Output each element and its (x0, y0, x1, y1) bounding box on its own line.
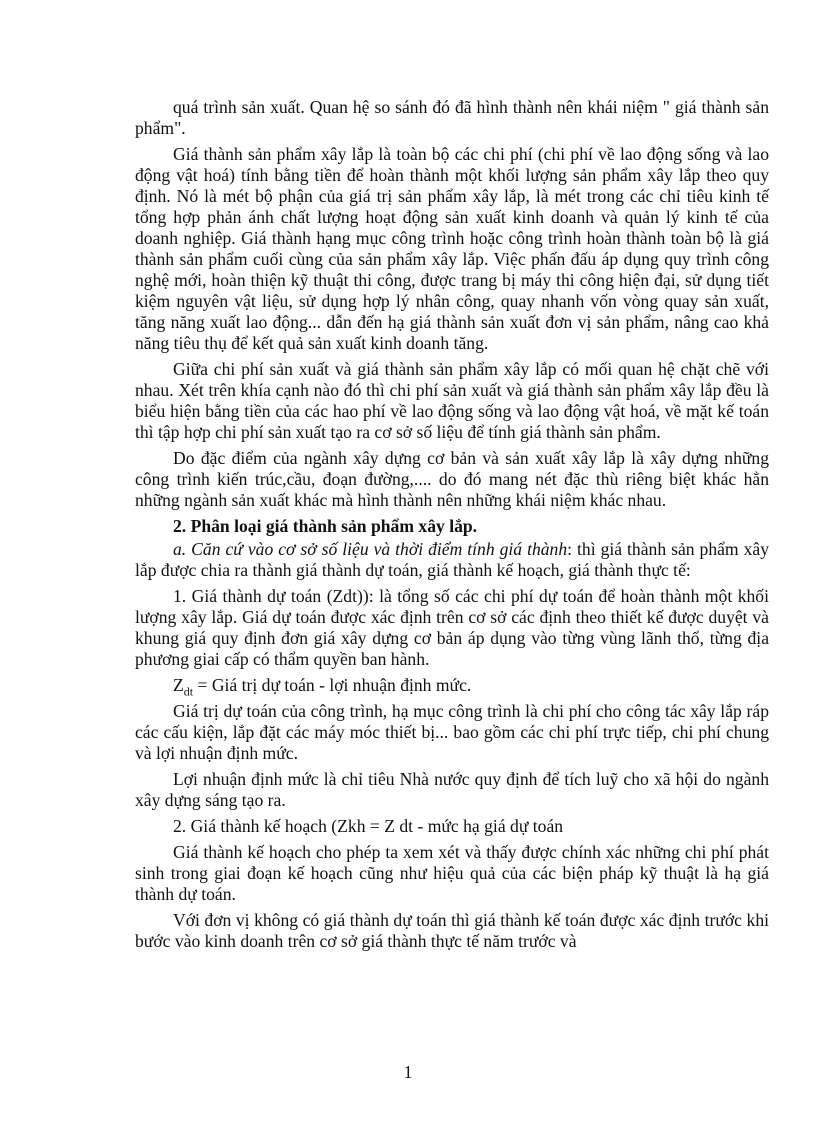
section-heading: 2. Phân loại giá thành sản phẩm xây lắp. (173, 516, 478, 536)
paragraph-estimate-value: Giá trị dự toán của công trình, hạ mục công trình là chi phí cho công tác xây lắp ráp các cấu kiện, lắp đặt các máy móc thiết bị... bao gồm các chi phí trực tiếp, chi phí chung và lợi nhuận định mức. (135, 701, 769, 763)
classification-rest: : thì giá thành sản phẩm xây lắp được chia ra thành giá thành dự toán, giá thành kế hoạch, giá thành thực tế: (135, 539, 769, 580)
paragraph-characteristics: Do đặc điểm của ngành xây dựng cơ bản và sản xuất xây lắp là xây dựng những công trình kiến trúc,cầu, đoạn đường,.... do đó mang nét đặc thù riêng biệt khác hẳn những ngành sản xuất khác mà hình thành nên những khái niệm khác nhau. (135, 448, 769, 510)
paragraph-classification (135, 539, 769, 581)
paragraph-estimate-cost: 1. Giá thành dự toán (Zdt)): là tổng số các chi phí dự toán để hoàn thành một khối lượng xây lắp. Giá dự toán được xác định trên cơ sở các định theo thiết kế được duyệt và khung giá quy định đơn giá xây dựng cơ bản áp dụng vào từng vùng lãnh thổ, từng địa phương giai cấp có thẩm quyền ban hành. (135, 586, 769, 669)
classification-lead: a. Căn cứ vào cơ sở số liệu và thời điểm tính giá thành (173, 539, 568, 559)
formula-zdt (135, 675, 769, 699)
paragraph-definition: Giá thành sản phẩm xây lắp là toàn bộ các chi phí (chi phí về lao động sống và lao động vật hoá) tính bằng tiền để hoàn thành một khối lượng sản phẩm xây lắp theo quy định. Nó là mét bộ phận của giá trị sản phẩm xây lắp, là mét trong các chỉ tiêu kinh tế tổng hợp phản ánh chất lượng hoạt động sản xuất kinh doanh và quản lý kinh tế của doanh nghiệp. Giá thành hạng mục công trình hoặc công trình hoàn thành toàn bộ là giá thành sản phẩm cuối cùng của sản phẩm xây lắp. Việc phấn đấu áp dụng quy trình công nghệ mới, hoàn thiện kỹ thuật thi công, được trang bị máy thi công hiện đại, sử dụng tiết kiệm nguyên vật liệu, sử dụng hợp lý nhân công, quay nhanh vốn vòng quay sản xuất, tăng năng xuất lao động... dẫn đến hạ giá thành sản xuất đơn vị sản phẩm, nâng cao khả năng tiêu thụ để kết quả sản xuất kinh doanh tăng. (135, 144, 769, 353)
paragraph-no-estimate: Với đơn vị không có giá thành dự toán thì giá thành kế toán được xác định trước khi bước vào kinh doanh trên cơ sở giá thành thực tế năm trước và (135, 910, 769, 951)
paragraph-plan-cost: Giá thành kế hoạch cho phép ta xem xét và thấy được chính xác những chi phí phát sinh trong giai đoạn kế hoạch cũng như hiệu quả của các biện pháp kỹ thuật là hạ giá thành dự toán. (135, 842, 769, 904)
paragraph-plan-cost-formula: 2. Giá thành kế hoạch (Zkh = Z dt - mức hạ giá dự toán (173, 816, 564, 836)
formula-expression: = Giá trị dự toán - lợi nhuận định mức. (193, 675, 472, 695)
formula-symbol: Z (173, 675, 184, 695)
paragraph-intro: quá trình sản xuất. Quan hệ so sánh đó đã hình thành nên khái niệm " giá thành sản phẩm". (135, 97, 769, 138)
document-body (135, 97, 769, 957)
page-number: 1 (403, 1062, 413, 1082)
paragraph-relation: Giữa chi phí sản xuất và giá thành sản phẩm xây lắp có mối quan hệ chặt chẽ với nhau. Xét trên khía cạnh nào đó thì chi phí sản xuất và giá thành sản phẩm xây lắp đều là biểu hiện bằng tiền của các hao phí về lao động sống và lao động vật hoá, về mặt kế toán thì tập hợp chi phí sản xuất tạo ra cơ sở số liệu để tính giá thành sản phẩm. (135, 359, 769, 442)
paragraph-profit: Lợi nhuận định mức là chỉ tiêu Nhà nước quy định để tích luỹ cho xã hội do ngành xây dựng sáng tạo ra. (135, 769, 769, 810)
formula-subscript: dt (183, 684, 194, 699)
